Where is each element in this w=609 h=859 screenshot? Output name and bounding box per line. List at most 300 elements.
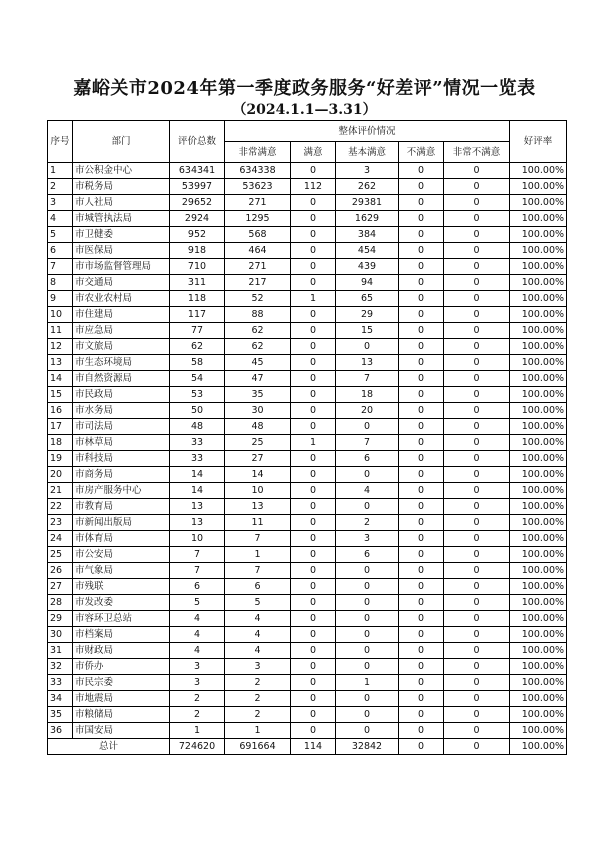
row-good-rate: 100.00% xyxy=(510,387,567,403)
row-satisfied: 0 xyxy=(291,355,336,371)
row-total: 29652 xyxy=(170,195,225,211)
row-very-satisfied: 27 xyxy=(225,451,291,467)
row-good-rate: 100.00% xyxy=(510,371,567,387)
row-basic: 1 xyxy=(336,675,399,691)
row-good-rate: 100.00% xyxy=(510,195,567,211)
col-header-dept: 部门 xyxy=(73,121,170,163)
row-very-unsatisfied: 0 xyxy=(444,355,510,371)
row-dept: 市教育局 xyxy=(73,499,170,515)
row-good-rate: 100.00% xyxy=(510,451,567,467)
row-unsatisfied: 0 xyxy=(399,419,444,435)
row-unsatisfied: 0 xyxy=(399,355,444,371)
row-very-satisfied: 10 xyxy=(225,483,291,499)
row-unsatisfied: 0 xyxy=(399,227,444,243)
row-total: 4 xyxy=(170,611,225,627)
row-good-rate: 100.00% xyxy=(510,163,567,179)
table-row xyxy=(48,307,567,323)
table-row xyxy=(48,723,567,739)
row-good-rate: 100.00% xyxy=(510,595,567,611)
row-basic: 13 xyxy=(336,355,399,371)
row-good-rate: 100.00% xyxy=(510,659,567,675)
row-seq: 20 xyxy=(48,467,73,483)
row-satisfied: 112 xyxy=(291,179,336,195)
row-unsatisfied: 0 xyxy=(399,643,444,659)
row-total: 3 xyxy=(170,675,225,691)
row-unsatisfied: 0 xyxy=(399,451,444,467)
row-total: 48 xyxy=(170,419,225,435)
row-very-unsatisfied: 0 xyxy=(444,339,510,355)
row-unsatisfied: 0 xyxy=(399,163,444,179)
row-total: 54 xyxy=(170,371,225,387)
row-very-unsatisfied: 0 xyxy=(444,611,510,627)
row-satisfied: 0 xyxy=(291,339,336,355)
header-row-top xyxy=(48,121,567,142)
row-seq: 19 xyxy=(48,451,73,467)
row-very-unsatisfied: 0 xyxy=(444,371,510,387)
row-satisfied: 0 xyxy=(291,211,336,227)
row-total: 53 xyxy=(170,387,225,403)
row-good-rate: 100.00% xyxy=(510,243,567,259)
row-dept: 市新闻出版局 xyxy=(73,515,170,531)
row-dept: 市林草局 xyxy=(73,435,170,451)
row-seq: 12 xyxy=(48,339,73,355)
row-dept: 市交通局 xyxy=(73,275,170,291)
row-basic: 3 xyxy=(336,531,399,547)
row-basic: 15 xyxy=(336,323,399,339)
row-basic: 1629 xyxy=(336,211,399,227)
total-basic: 32842 xyxy=(336,739,399,755)
row-very-satisfied: 62 xyxy=(225,339,291,355)
row-basic: 29381 xyxy=(336,195,399,211)
row-seq: 26 xyxy=(48,563,73,579)
row-basic: 6 xyxy=(336,451,399,467)
row-seq: 7 xyxy=(48,259,73,275)
row-satisfied: 0 xyxy=(291,195,336,211)
row-dept: 市市场监督管理局 xyxy=(73,259,170,275)
row-satisfied: 0 xyxy=(291,723,336,739)
row-dept: 市残联 xyxy=(73,579,170,595)
row-total: 2924 xyxy=(170,211,225,227)
row-very-unsatisfied: 0 xyxy=(444,675,510,691)
table-row xyxy=(48,291,567,307)
row-dept: 市水务局 xyxy=(73,403,170,419)
row-satisfied: 0 xyxy=(291,403,336,419)
row-unsatisfied: 0 xyxy=(399,547,444,563)
row-dept: 市文旅局 xyxy=(73,339,170,355)
row-satisfied: 0 xyxy=(291,643,336,659)
row-very-unsatisfied: 0 xyxy=(444,163,510,179)
row-good-rate: 100.00% xyxy=(510,691,567,707)
row-very-unsatisfied: 0 xyxy=(444,691,510,707)
row-unsatisfied: 0 xyxy=(399,259,444,275)
row-total: 2 xyxy=(170,707,225,723)
row-very-unsatisfied: 0 xyxy=(444,563,510,579)
row-seq: 24 xyxy=(48,531,73,547)
row-very-satisfied: 4 xyxy=(225,643,291,659)
row-dept: 市商务局 xyxy=(73,467,170,483)
row-satisfied: 0 xyxy=(291,595,336,611)
date-range-subtitle: （2024.1.1—3.31） xyxy=(232,102,377,118)
table-row xyxy=(48,467,567,483)
row-good-rate: 100.00% xyxy=(510,675,567,691)
row-good-rate: 100.00% xyxy=(510,547,567,563)
total-count: 724620 xyxy=(170,739,225,755)
row-satisfied: 0 xyxy=(291,483,336,499)
row-seq: 4 xyxy=(48,211,73,227)
row-total: 952 xyxy=(170,227,225,243)
row-basic: 0 xyxy=(336,595,399,611)
row-unsatisfied: 0 xyxy=(399,675,444,691)
row-dept: 市城管执法局 xyxy=(73,211,170,227)
row-seq: 1 xyxy=(48,163,73,179)
row-seq: 30 xyxy=(48,627,73,643)
col-header-good-rate: 好评率 xyxy=(510,121,567,163)
row-good-rate: 100.00% xyxy=(510,227,567,243)
row-unsatisfied: 0 xyxy=(399,627,444,643)
row-very-unsatisfied: 0 xyxy=(444,195,510,211)
row-total: 710 xyxy=(170,259,225,275)
row-basic: 439 xyxy=(336,259,399,275)
row-very-unsatisfied: 0 xyxy=(444,227,510,243)
row-basic: 0 xyxy=(336,707,399,723)
row-good-rate: 100.00% xyxy=(510,307,567,323)
table-row xyxy=(48,691,567,707)
row-unsatisfied: 0 xyxy=(399,275,444,291)
row-good-rate: 100.00% xyxy=(510,323,567,339)
row-unsatisfied: 0 xyxy=(399,659,444,675)
total-unsatisfied: 0 xyxy=(399,739,444,755)
row-unsatisfied: 0 xyxy=(399,499,444,515)
row-dept: 市房产服务中心 xyxy=(73,483,170,499)
row-satisfied: 0 xyxy=(291,611,336,627)
row-very-unsatisfied: 0 xyxy=(444,419,510,435)
row-very-satisfied: 1295 xyxy=(225,211,291,227)
row-very-satisfied: 35 xyxy=(225,387,291,403)
row-dept: 市司法局 xyxy=(73,419,170,435)
row-dept: 市侨办 xyxy=(73,659,170,675)
row-basic: 7 xyxy=(336,371,399,387)
row-dept: 市人社局 xyxy=(73,195,170,211)
row-good-rate: 100.00% xyxy=(510,643,567,659)
row-good-rate: 100.00% xyxy=(510,259,567,275)
row-unsatisfied: 0 xyxy=(399,531,444,547)
col-header-unsatisfied: 不满意 xyxy=(399,142,444,163)
row-good-rate: 100.00% xyxy=(510,275,567,291)
table-row xyxy=(48,579,567,595)
row-unsatisfied: 0 xyxy=(399,211,444,227)
row-good-rate: 100.00% xyxy=(510,563,567,579)
row-very-unsatisfied: 0 xyxy=(444,243,510,259)
row-seq: 13 xyxy=(48,355,73,371)
row-basic: 0 xyxy=(336,499,399,515)
row-very-unsatisfied: 0 xyxy=(444,643,510,659)
row-very-unsatisfied: 0 xyxy=(444,291,510,307)
row-seq: 31 xyxy=(48,643,73,659)
row-basic: 3 xyxy=(336,163,399,179)
table-row xyxy=(48,355,567,371)
row-satisfied: 0 xyxy=(291,563,336,579)
row-basic: 2 xyxy=(336,515,399,531)
col-header-total: 评价总数 xyxy=(170,121,225,163)
row-very-satisfied: 4 xyxy=(225,627,291,643)
row-seq: 33 xyxy=(48,675,73,691)
row-total: 33 xyxy=(170,451,225,467)
row-unsatisfied: 0 xyxy=(399,563,444,579)
row-basic: 0 xyxy=(336,563,399,579)
row-satisfied: 0 xyxy=(291,499,336,515)
row-good-rate: 100.00% xyxy=(510,515,567,531)
row-very-satisfied: 62 xyxy=(225,323,291,339)
row-unsatisfied: 0 xyxy=(399,339,444,355)
row-seq: 34 xyxy=(48,691,73,707)
row-good-rate: 100.00% xyxy=(510,435,567,451)
row-basic: 18 xyxy=(336,387,399,403)
row-basic: 0 xyxy=(336,467,399,483)
row-seq: 18 xyxy=(48,435,73,451)
row-seq: 35 xyxy=(48,707,73,723)
row-basic: 0 xyxy=(336,339,399,355)
row-good-rate: 100.00% xyxy=(510,627,567,643)
row-very-unsatisfied: 0 xyxy=(444,259,510,275)
row-unsatisfied: 0 xyxy=(399,195,444,211)
row-very-satisfied: 1 xyxy=(225,723,291,739)
row-dept: 市地震局 xyxy=(73,691,170,707)
row-satisfied: 0 xyxy=(291,259,336,275)
row-very-unsatisfied: 0 xyxy=(444,723,510,739)
row-very-satisfied: 48 xyxy=(225,419,291,435)
row-satisfied: 0 xyxy=(291,467,336,483)
row-very-unsatisfied: 0 xyxy=(444,179,510,195)
row-dept: 市民宗委 xyxy=(73,675,170,691)
row-total: 4 xyxy=(170,643,225,659)
row-very-satisfied: 13 xyxy=(225,499,291,515)
row-seq: 32 xyxy=(48,659,73,675)
row-very-unsatisfied: 0 xyxy=(444,547,510,563)
table-row xyxy=(48,483,567,499)
row-basic: 7 xyxy=(336,435,399,451)
row-basic: 384 xyxy=(336,227,399,243)
row-very-satisfied: 1 xyxy=(225,547,291,563)
row-unsatisfied: 0 xyxy=(399,595,444,611)
row-unsatisfied: 0 xyxy=(399,435,444,451)
row-basic: 0 xyxy=(336,627,399,643)
row-seq: 10 xyxy=(48,307,73,323)
row-total: 117 xyxy=(170,307,225,323)
row-very-satisfied: 7 xyxy=(225,563,291,579)
row-total: 5 xyxy=(170,595,225,611)
table-row xyxy=(48,195,567,211)
row-seq: 25 xyxy=(48,547,73,563)
row-dept: 市医保局 xyxy=(73,243,170,259)
row-total: 118 xyxy=(170,291,225,307)
row-good-rate: 100.00% xyxy=(510,179,567,195)
col-header-satisfied: 满意 xyxy=(291,142,336,163)
row-very-unsatisfied: 0 xyxy=(444,579,510,595)
row-total: 13 xyxy=(170,515,225,531)
row-very-unsatisfied: 0 xyxy=(444,387,510,403)
row-dept: 市档案局 xyxy=(73,627,170,643)
col-header-overall: 整体评价情况 xyxy=(225,121,510,142)
col-header-seq: 序号 xyxy=(48,121,73,163)
row-very-unsatisfied: 0 xyxy=(444,435,510,451)
row-unsatisfied: 0 xyxy=(399,723,444,739)
row-very-unsatisfied: 0 xyxy=(444,275,510,291)
row-total: 2 xyxy=(170,691,225,707)
table-row xyxy=(48,243,567,259)
row-very-unsatisfied: 0 xyxy=(444,483,510,499)
row-very-unsatisfied: 0 xyxy=(444,499,510,515)
row-unsatisfied: 0 xyxy=(399,307,444,323)
row-very-satisfied: 14 xyxy=(225,467,291,483)
row-seq: 21 xyxy=(48,483,73,499)
row-dept: 市发改委 xyxy=(73,595,170,611)
row-satisfied: 0 xyxy=(291,515,336,531)
table-row xyxy=(48,371,567,387)
row-unsatisfied: 0 xyxy=(399,387,444,403)
row-seq: 14 xyxy=(48,371,73,387)
total-very-unsatisfied: 0 xyxy=(444,739,510,755)
row-very-unsatisfied: 0 xyxy=(444,595,510,611)
table-row xyxy=(48,499,567,515)
row-very-unsatisfied: 0 xyxy=(444,403,510,419)
row-very-satisfied: 217 xyxy=(225,275,291,291)
row-very-unsatisfied: 0 xyxy=(444,307,510,323)
row-dept: 市公积金中心 xyxy=(73,163,170,179)
row-satisfied: 0 xyxy=(291,387,336,403)
row-seq: 16 xyxy=(48,403,73,419)
row-very-unsatisfied: 0 xyxy=(444,531,510,547)
row-very-satisfied: 7 xyxy=(225,531,291,547)
row-unsatisfied: 0 xyxy=(399,403,444,419)
row-total: 1 xyxy=(170,723,225,739)
row-unsatisfied: 0 xyxy=(399,371,444,387)
row-seq: 3 xyxy=(48,195,73,211)
total-row xyxy=(48,739,567,755)
table-row xyxy=(48,675,567,691)
table-row xyxy=(48,547,567,563)
row-total: 13 xyxy=(170,499,225,515)
row-good-rate: 100.00% xyxy=(510,419,567,435)
row-satisfied: 1 xyxy=(291,291,336,307)
row-very-satisfied: 4 xyxy=(225,611,291,627)
row-satisfied: 0 xyxy=(291,419,336,435)
row-dept: 市国安局 xyxy=(73,723,170,739)
table-row xyxy=(48,595,567,611)
row-basic: 29 xyxy=(336,307,399,323)
row-basic: 0 xyxy=(336,419,399,435)
table-row xyxy=(48,259,567,275)
evaluation-table xyxy=(47,120,567,755)
table-row xyxy=(48,515,567,531)
row-basic: 454 xyxy=(336,243,399,259)
row-very-satisfied: 568 xyxy=(225,227,291,243)
row-seq: 9 xyxy=(48,291,73,307)
col-header-very-satisfied: 非常满意 xyxy=(225,142,291,163)
row-good-rate: 100.00% xyxy=(510,499,567,515)
table-row xyxy=(48,419,567,435)
row-total: 3 xyxy=(170,659,225,675)
row-dept: 市住建局 xyxy=(73,307,170,323)
row-dept: 市科技局 xyxy=(73,451,170,467)
row-basic: 94 xyxy=(336,275,399,291)
row-seq: 27 xyxy=(48,579,73,595)
row-seq: 28 xyxy=(48,595,73,611)
row-dept: 市粮储局 xyxy=(73,707,170,723)
table-row xyxy=(48,227,567,243)
table-row xyxy=(48,387,567,403)
row-basic: 0 xyxy=(336,691,399,707)
row-very-unsatisfied: 0 xyxy=(444,211,510,227)
row-dept: 市税务局 xyxy=(73,179,170,195)
row-seq: 6 xyxy=(48,243,73,259)
row-satisfied: 0 xyxy=(291,707,336,723)
row-total: 634341 xyxy=(170,163,225,179)
row-total: 10 xyxy=(170,531,225,547)
row-basic: 6 xyxy=(336,547,399,563)
row-total: 58 xyxy=(170,355,225,371)
row-seq: 29 xyxy=(48,611,73,627)
row-total: 4 xyxy=(170,627,225,643)
row-unsatisfied: 0 xyxy=(399,515,444,531)
row-satisfied: 0 xyxy=(291,547,336,563)
row-good-rate: 100.00% xyxy=(510,531,567,547)
table-row xyxy=(48,275,567,291)
row-dept: 市气象局 xyxy=(73,563,170,579)
row-dept: 市容环卫总站 xyxy=(73,611,170,627)
row-unsatisfied: 0 xyxy=(399,691,444,707)
row-good-rate: 100.00% xyxy=(510,723,567,739)
row-good-rate: 100.00% xyxy=(510,707,567,723)
row-basic: 0 xyxy=(336,659,399,675)
row-good-rate: 100.00% xyxy=(510,355,567,371)
row-total: 53997 xyxy=(170,179,225,195)
table-row xyxy=(48,163,567,179)
row-dept: 市卫健委 xyxy=(73,227,170,243)
row-unsatisfied: 0 xyxy=(399,323,444,339)
row-good-rate: 100.00% xyxy=(510,403,567,419)
row-satisfied: 0 xyxy=(291,627,336,643)
table-row xyxy=(48,563,567,579)
row-basic: 0 xyxy=(336,643,399,659)
row-seq: 36 xyxy=(48,723,73,739)
row-unsatisfied: 0 xyxy=(399,179,444,195)
col-header-very-unsatisfied: 非常不满意 xyxy=(444,142,510,163)
row-good-rate: 100.00% xyxy=(510,579,567,595)
row-very-unsatisfied: 0 xyxy=(444,515,510,531)
row-seq: 17 xyxy=(48,419,73,435)
row-unsatisfied: 0 xyxy=(399,483,444,499)
row-very-satisfied: 2 xyxy=(225,691,291,707)
table-row xyxy=(48,659,567,675)
row-very-satisfied: 2 xyxy=(225,675,291,691)
row-unsatisfied: 0 xyxy=(399,611,444,627)
row-dept: 市农业农村局 xyxy=(73,291,170,307)
row-total: 7 xyxy=(170,547,225,563)
row-satisfied: 0 xyxy=(291,227,336,243)
table-row xyxy=(48,211,567,227)
row-total: 6 xyxy=(170,579,225,595)
row-good-rate: 100.00% xyxy=(510,339,567,355)
row-very-unsatisfied: 0 xyxy=(444,323,510,339)
row-dept: 市财政局 xyxy=(73,643,170,659)
row-basic: 0 xyxy=(336,579,399,595)
row-unsatisfied: 0 xyxy=(399,291,444,307)
row-very-satisfied: 53623 xyxy=(225,179,291,195)
row-unsatisfied: 0 xyxy=(399,579,444,595)
row-very-satisfied: 271 xyxy=(225,195,291,211)
row-satisfied: 0 xyxy=(291,579,336,595)
table-row xyxy=(48,323,567,339)
